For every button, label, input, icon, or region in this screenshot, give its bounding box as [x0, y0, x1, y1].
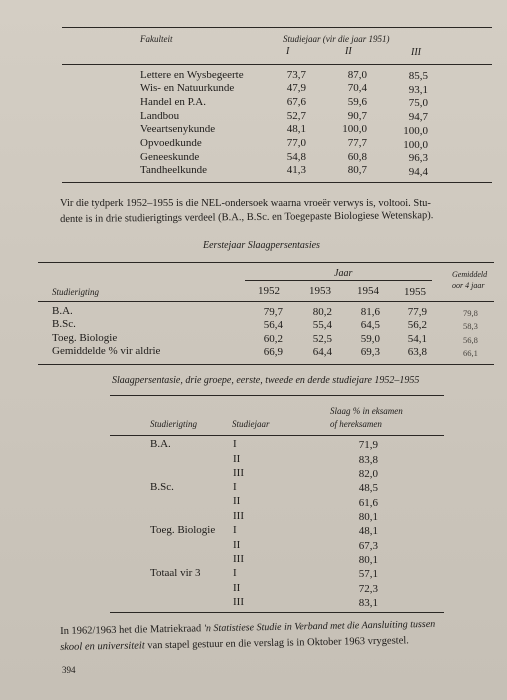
value-average: 79,8: [463, 308, 478, 318]
value-1953: 52,5: [312, 333, 332, 345]
value-average: 56,8: [463, 335, 478, 345]
value-II: 87,0: [347, 69, 367, 81]
value-I: 67,6: [286, 96, 306, 108]
pass-value: 71,9: [358, 439, 378, 451]
table3-year-header: Studiejaar: [232, 419, 270, 429]
table3-direction-header: Studierigting: [150, 419, 197, 429]
year-label: II: [233, 453, 241, 465]
pass-value: 80,1: [358, 511, 378, 523]
value-I: 47,9: [286, 82, 306, 94]
pass-value: 61,6: [358, 497, 378, 509]
faculty-name: Wis- en Natuurkunde: [140, 82, 235, 94]
value-1952: 66,9: [263, 346, 283, 358]
table1-years-caption: Studiejaar (vir die jaar 1951): [283, 34, 390, 44]
faculty-name: Handel en P.A.: [140, 96, 206, 108]
table1-top-rule: [62, 27, 492, 28]
pass-value: 72,3: [358, 583, 378, 595]
table2-bottom-rule: [38, 364, 494, 365]
year-label: I: [233, 524, 237, 536]
value-1955: 56,2: [407, 319, 427, 331]
table1-bottom-rule: [62, 182, 492, 183]
value-III: 75,0: [408, 97, 428, 109]
value-II: 60,8: [347, 151, 367, 163]
faculty-name: Landbou: [140, 110, 180, 122]
value-II: 70,4: [347, 82, 367, 94]
paragraph1-line1: Vir die tydperk 1952–1955 is die NEL-ondersoek waarna vroeër verwys is, voltooi. Stu-: [60, 198, 431, 209]
pass-value: 67,3: [358, 540, 378, 552]
faculty-name: Opvoedkunde: [140, 137, 202, 149]
table2-top-rule: [38, 262, 494, 263]
value-III: 85,5: [408, 70, 428, 82]
value-I: 54,8: [286, 151, 306, 163]
paragraph1-line2: dente is in drie studierigtings verdeel (B.A., B.Sc. en Toegepaste Biologiese Wetenskap).: [60, 210, 434, 225]
value-1955: 63,8: [407, 346, 427, 358]
direction-label: B.Sc.: [52, 318, 76, 330]
year-label: II: [233, 539, 241, 551]
value-II: 80,7: [347, 164, 367, 176]
table2-year-caption: Jaar: [334, 268, 353, 279]
table1-year-II: II: [345, 46, 352, 57]
year-label: I: [233, 438, 237, 450]
year-label: II: [233, 582, 241, 594]
value-1953: 55,4: [312, 319, 332, 331]
year-label: III: [233, 553, 244, 565]
value-II: 59,6: [347, 96, 367, 108]
value-average: 58,3: [463, 321, 478, 331]
value-II: 77,7: [347, 137, 367, 149]
value-II: 90,7: [347, 110, 367, 122]
group-label: Totaal vir 3: [150, 567, 201, 579]
pass-value: 48,5: [358, 482, 378, 494]
value-1952: 79,7: [263, 306, 283, 318]
value-III: 100,0: [403, 139, 428, 151]
value-1953: 80,2: [312, 306, 332, 318]
direction-label: B.A.: [52, 305, 73, 317]
value-I: 73,7: [286, 69, 306, 81]
pass-value: 48,1: [358, 525, 378, 537]
pass-value: 82,0: [358, 468, 378, 480]
pass-value: 83,8: [358, 454, 378, 466]
value-1954: 81,6: [360, 306, 380, 318]
value-III: 100,0: [403, 125, 428, 137]
value-III: 96,3: [408, 152, 428, 164]
direction-label: Toeg. Biologie: [52, 332, 118, 344]
table3-header-rule: [110, 435, 444, 436]
value-III: 94,7: [408, 111, 428, 123]
table2-header-rule: [38, 301, 494, 302]
year-label: III: [233, 467, 244, 479]
value-I: 48,1: [286, 123, 306, 135]
pass-value: 57,1: [358, 568, 378, 580]
table3-pass-header-2: of hereksamen: [330, 419, 382, 429]
paragraph2-line2-text: van stapel gestuur en die verslag is in Oktober 1963 vrygestel.: [144, 635, 409, 652]
group-label: B.Sc.: [150, 481, 174, 493]
table3-bottom-rule: [110, 612, 444, 613]
value-1954: 64,5: [360, 319, 380, 331]
value-I: 77,0: [286, 137, 306, 149]
paragraph2-title-part2: skool en universiteit: [60, 640, 145, 653]
year-label: I: [233, 481, 237, 493]
group-label: Toeg. Biologie: [150, 524, 216, 536]
value-II: 100,0: [342, 123, 367, 135]
table2-direction-header: Studierigting: [52, 287, 99, 297]
value-1952: 60,2: [263, 333, 283, 345]
year-label: III: [233, 596, 244, 608]
value-average: 66,1: [463, 348, 478, 358]
table2-average-header-2: oor 4 jaar: [452, 281, 485, 290]
year-label: I: [233, 567, 237, 579]
faculty-name: Tandheelkunde: [140, 164, 208, 176]
value-1953: 64,4: [312, 346, 332, 358]
table2-caption: Eerstejaar Slaagpersentasies: [203, 240, 320, 251]
year-label: III: [233, 510, 244, 522]
table1-faculty-header: Fakulteit: [140, 34, 173, 44]
table2-year-1953: 1953: [309, 285, 331, 297]
value-I: 52,7: [286, 110, 306, 122]
table2-year-1952: 1952: [258, 285, 280, 297]
table3-top-rule: [110, 395, 444, 396]
table2-year-rule: [245, 280, 432, 281]
value-1952: 56,4: [263, 319, 283, 331]
group-label: B.A.: [150, 438, 171, 450]
year-label: II: [233, 495, 241, 507]
faculty-name: Veeartsenykunde: [140, 123, 216, 135]
faculty-name: Lettere en Wysbegeerte: [140, 69, 244, 81]
value-III: 93,1: [408, 84, 428, 96]
pass-value: 80,1: [358, 554, 378, 566]
table3-caption: Slaagpersentasie, drie groepe, eerste, tweede en derde studiejare 1952–1955: [112, 375, 420, 386]
value-I: 41,3: [286, 164, 306, 176]
value-1955: 77,9: [407, 306, 427, 318]
table2-year-1954: 1954: [357, 285, 379, 297]
value-1954: 69,3: [360, 346, 380, 358]
table2-average-header-1: Gemiddeld: [452, 270, 488, 279]
value-1954: 59,0: [360, 333, 380, 345]
table3-pass-header-1: Slaag % in eksamen: [330, 406, 403, 416]
table1-header-rule: [62, 64, 492, 65]
table2-year-1955: 1955: [404, 286, 426, 298]
paragraph2-title-part1: 'n Statistiese Studie in Verband met die Aansluiting tussen: [203, 618, 436, 635]
value-1955: 54,1: [407, 333, 427, 345]
faculty-name: Geneeskunde: [140, 151, 200, 163]
table1-year-III: III: [411, 47, 421, 58]
direction-label: Gemiddelde % vir aldrie: [52, 345, 161, 357]
value-III: 94,4: [408, 166, 428, 178]
table1-year-I: I: [286, 46, 290, 57]
paragraph2-line1-text: In 1962/1963 het die Matriekraad: [60, 623, 204, 637]
page-number: 394: [62, 665, 76, 675]
pass-value: 83,1: [358, 597, 378, 609]
